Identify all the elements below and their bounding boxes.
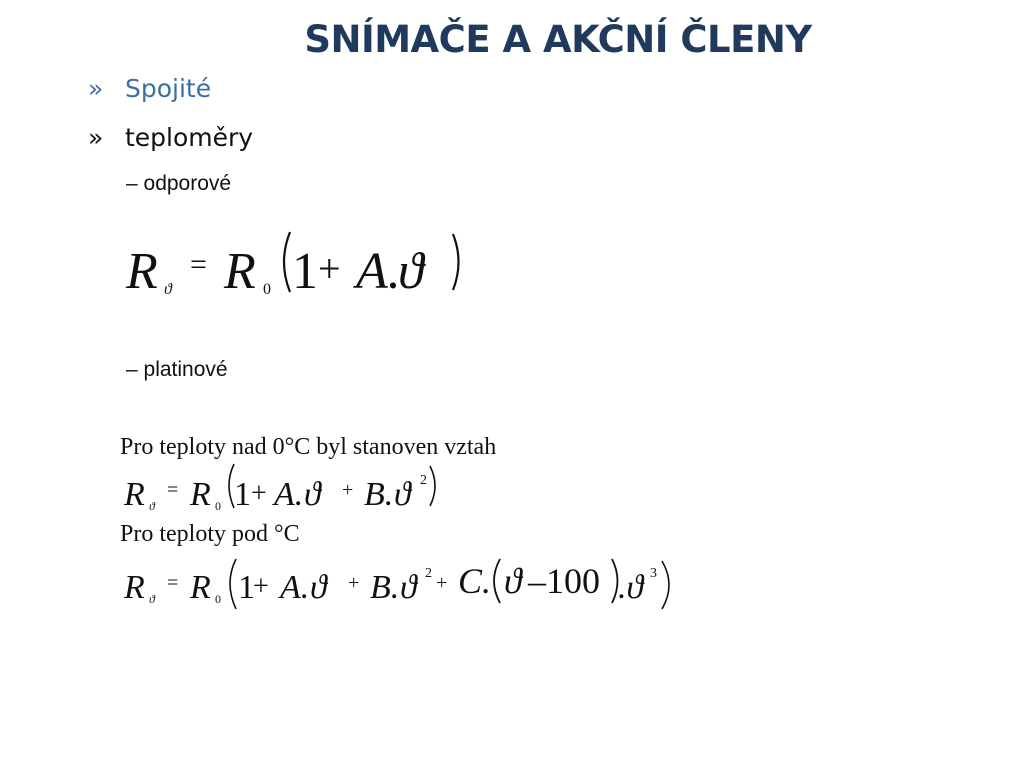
formula-1-glyphs (125, 232, 459, 300)
svg-text:+: + (251, 478, 267, 509)
svg-text:ϑ: ϑ (164, 281, 172, 298)
svg-text:0: 0 (263, 281, 271, 298)
svg-text:ϑ: ϑ (310, 569, 327, 606)
bullet-marker: » (88, 74, 104, 103)
svg-text:ϑ: ϑ (149, 592, 155, 606)
svg-text:0: 0 (215, 499, 221, 513)
subitem-platinove: – platinové (126, 358, 228, 381)
svg-text:1: 1 (234, 476, 251, 513)
svg-text:.ϑ: .ϑ (618, 569, 644, 606)
svg-text:–100: –100 (528, 561, 600, 601)
svg-text:+: + (318, 246, 341, 291)
svg-text:=: = (167, 572, 179, 594)
slide-title: SNÍMAČE A AKČNÍ ČLENY (304, 18, 812, 61)
svg-text:ϑ: ϑ (400, 569, 417, 606)
svg-text:R: R (190, 476, 211, 513)
svg-text:1: 1 (238, 569, 255, 606)
bullet-spojite (88, 74, 211, 103)
svg-text:B.: B. (364, 476, 394, 513)
svg-text:ϑ: ϑ (149, 499, 155, 513)
svg-text:2: 2 (420, 473, 427, 488)
formula-3-glyphs (123, 559, 669, 609)
svg-text:ϑ: ϑ (504, 561, 522, 601)
svg-text:+: + (348, 572, 360, 594)
svg-text:R: R (126, 243, 158, 300)
svg-text:+: + (253, 571, 269, 602)
svg-text:B.: B. (370, 569, 400, 606)
svg-text:0: 0 (215, 592, 221, 606)
bullet-teplomery (88, 123, 253, 152)
svg-text:A.: A. (274, 476, 304, 513)
svg-text:R: R (124, 569, 145, 606)
paragraph-above-zero: Pro teploty nad 0°C byl stanoven vztah (120, 434, 497, 460)
bullet-label: Spojité (125, 74, 212, 103)
bullet-label: teploměry (125, 123, 254, 152)
svg-text:+: + (436, 572, 448, 594)
svg-text:A.: A. (280, 569, 310, 606)
formula-platinum-below-zero (120, 553, 680, 615)
bullet-marker: » (88, 123, 104, 152)
svg-text:2: 2 (425, 566, 432, 581)
svg-text:A.: A. (356, 243, 401, 300)
paragraph-below-zero: Pro teploty pod °C (120, 521, 300, 547)
svg-text:1: 1 (292, 243, 318, 300)
formula-platinum-above-zero (120, 458, 460, 518)
subitem-odporove: – odporové (126, 172, 232, 195)
svg-text:+: + (342, 479, 354, 501)
svg-text:ϑ: ϑ (394, 476, 411, 513)
svg-text:R: R (124, 476, 145, 513)
svg-text:R: R (190, 569, 211, 606)
formula-2-glyphs (123, 464, 435, 513)
formula-resistive (120, 222, 480, 302)
svg-text:=: = (190, 248, 207, 281)
svg-text:=: = (167, 479, 179, 501)
svg-text:C.: C. (458, 561, 492, 601)
svg-text:ϑ: ϑ (398, 243, 424, 300)
svg-text:3: 3 (650, 566, 657, 581)
svg-text:ϑ: ϑ (304, 476, 321, 513)
svg-text:R: R (224, 243, 256, 300)
